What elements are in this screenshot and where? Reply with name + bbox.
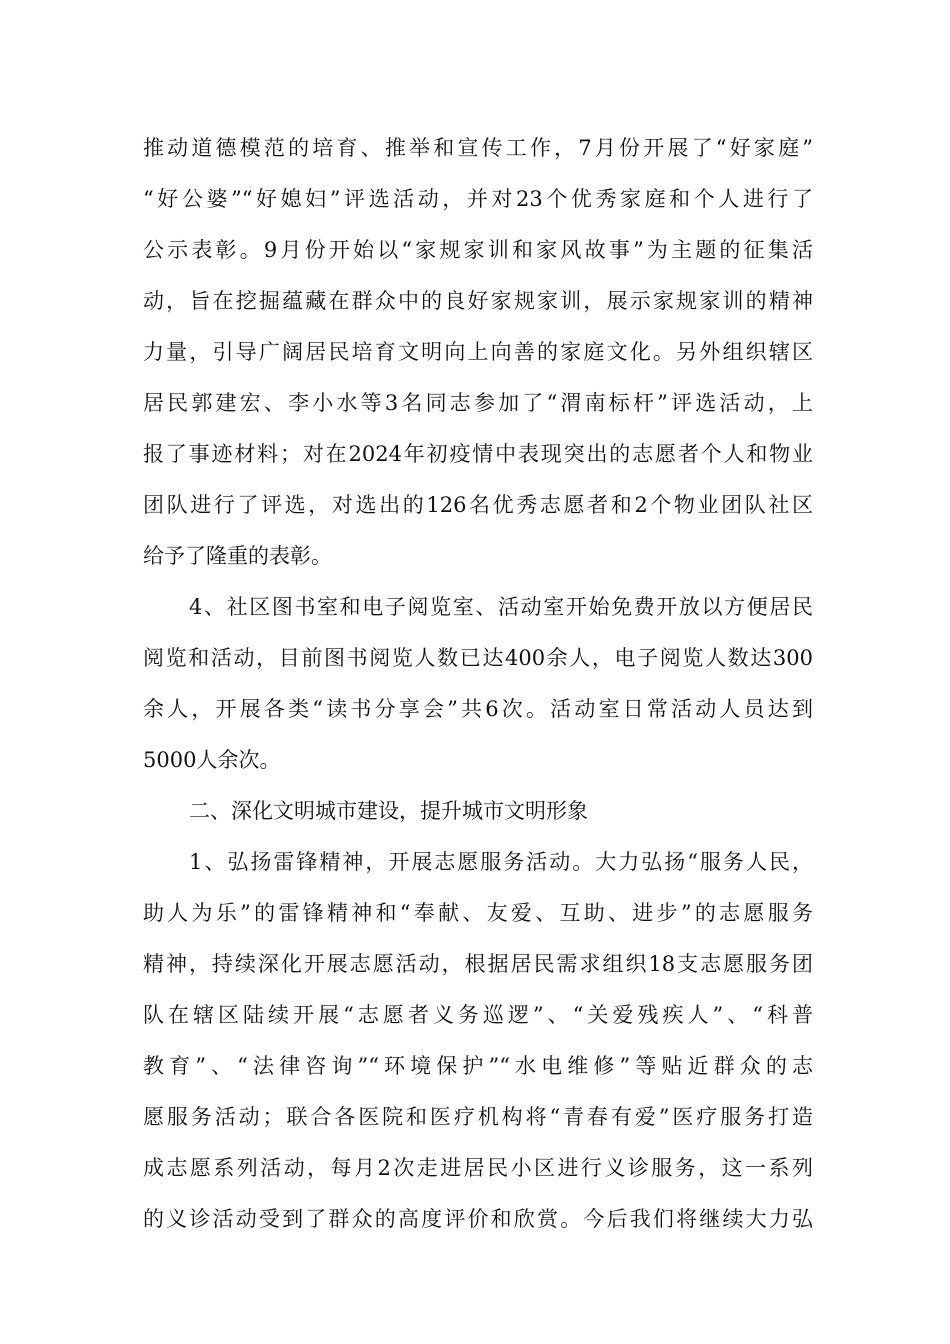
text-line: 助人为乐”的雷锋精神和“奉献、友爱、互助、进步”的志愿服务 [143, 901, 813, 925]
text-line: 报了事迹材料；对在2024年初疫情中表现突出的志愿者个人和物业 [143, 442, 813, 466]
text-line: 给予了隆重的表彰。 [143, 544, 332, 568]
text-line: 1、弘扬雷锋精神，开展志愿服务活动。大力弘扬“服务人民， [189, 850, 813, 874]
text-line: 精神，持续深化开展志愿活动，根据居民需求组织18支志愿服务团 [143, 952, 813, 976]
text-line: 教育”、“法律咨询”“环境保护”“水电维修”等贴近群众的志 [143, 1054, 813, 1078]
text-line: 居民郭建宏、李小水等3名同志参加了“渭南标杆”评选活动，上 [143, 391, 813, 415]
text-line: 阅览和活动，目前图书阅览人数已达400余人，电子阅览人数达300 [143, 646, 813, 670]
text-line: 余人，开展各类“读书分享会”共6次。活动室日常活动人员达到 [143, 697, 813, 721]
text-line: 力量，引导广阔居民培育文明向上向善的家庭文化。另外组织辖区 [143, 340, 813, 364]
text-line: 4、社区图书室和电子阅览室、活动室开始免费开放以方便居民 [189, 595, 813, 619]
text-line: 成志愿系列活动，每月2次走进居民小区进行义诊服务，这一系列 [143, 1156, 813, 1180]
text-line: 队在辖区陆续开展“志愿者义务巡逻”、“关爱残疾人”、“科普 [143, 1003, 813, 1027]
text-line: 动，旨在挖掘蕴藏在群众中的良好家规家训，展示家规家训的精神 [143, 289, 813, 313]
text-line: 5000人余次。 [143, 748, 281, 772]
text-line: 的义诊活动受到了群众的高度评价和欣赏。今后我们将继续大力弘 [143, 1207, 813, 1231]
text-line: 愿服务活动；联合各医院和医疗机构将“青春有爱”医疗服务打造 [143, 1105, 813, 1129]
section-heading: 二、深化文明城市建设，提升城市文明形象 [189, 799, 588, 823]
text-line: 推动道德模范的培育、推举和宣传工作，7月份开展了“好家庭” [143, 136, 813, 160]
text-line: 团队进行了评选，对选出的126名优秀志愿者和2个物业团队社区 [143, 493, 813, 517]
text-line: “好公婆”“好媳妇”评选活动，并对23个优秀家庭和个人进行了 [143, 187, 813, 211]
text-line: 公示表彰。9月份开始以“家规家训和家风故事”为主题的征集活 [143, 238, 813, 262]
